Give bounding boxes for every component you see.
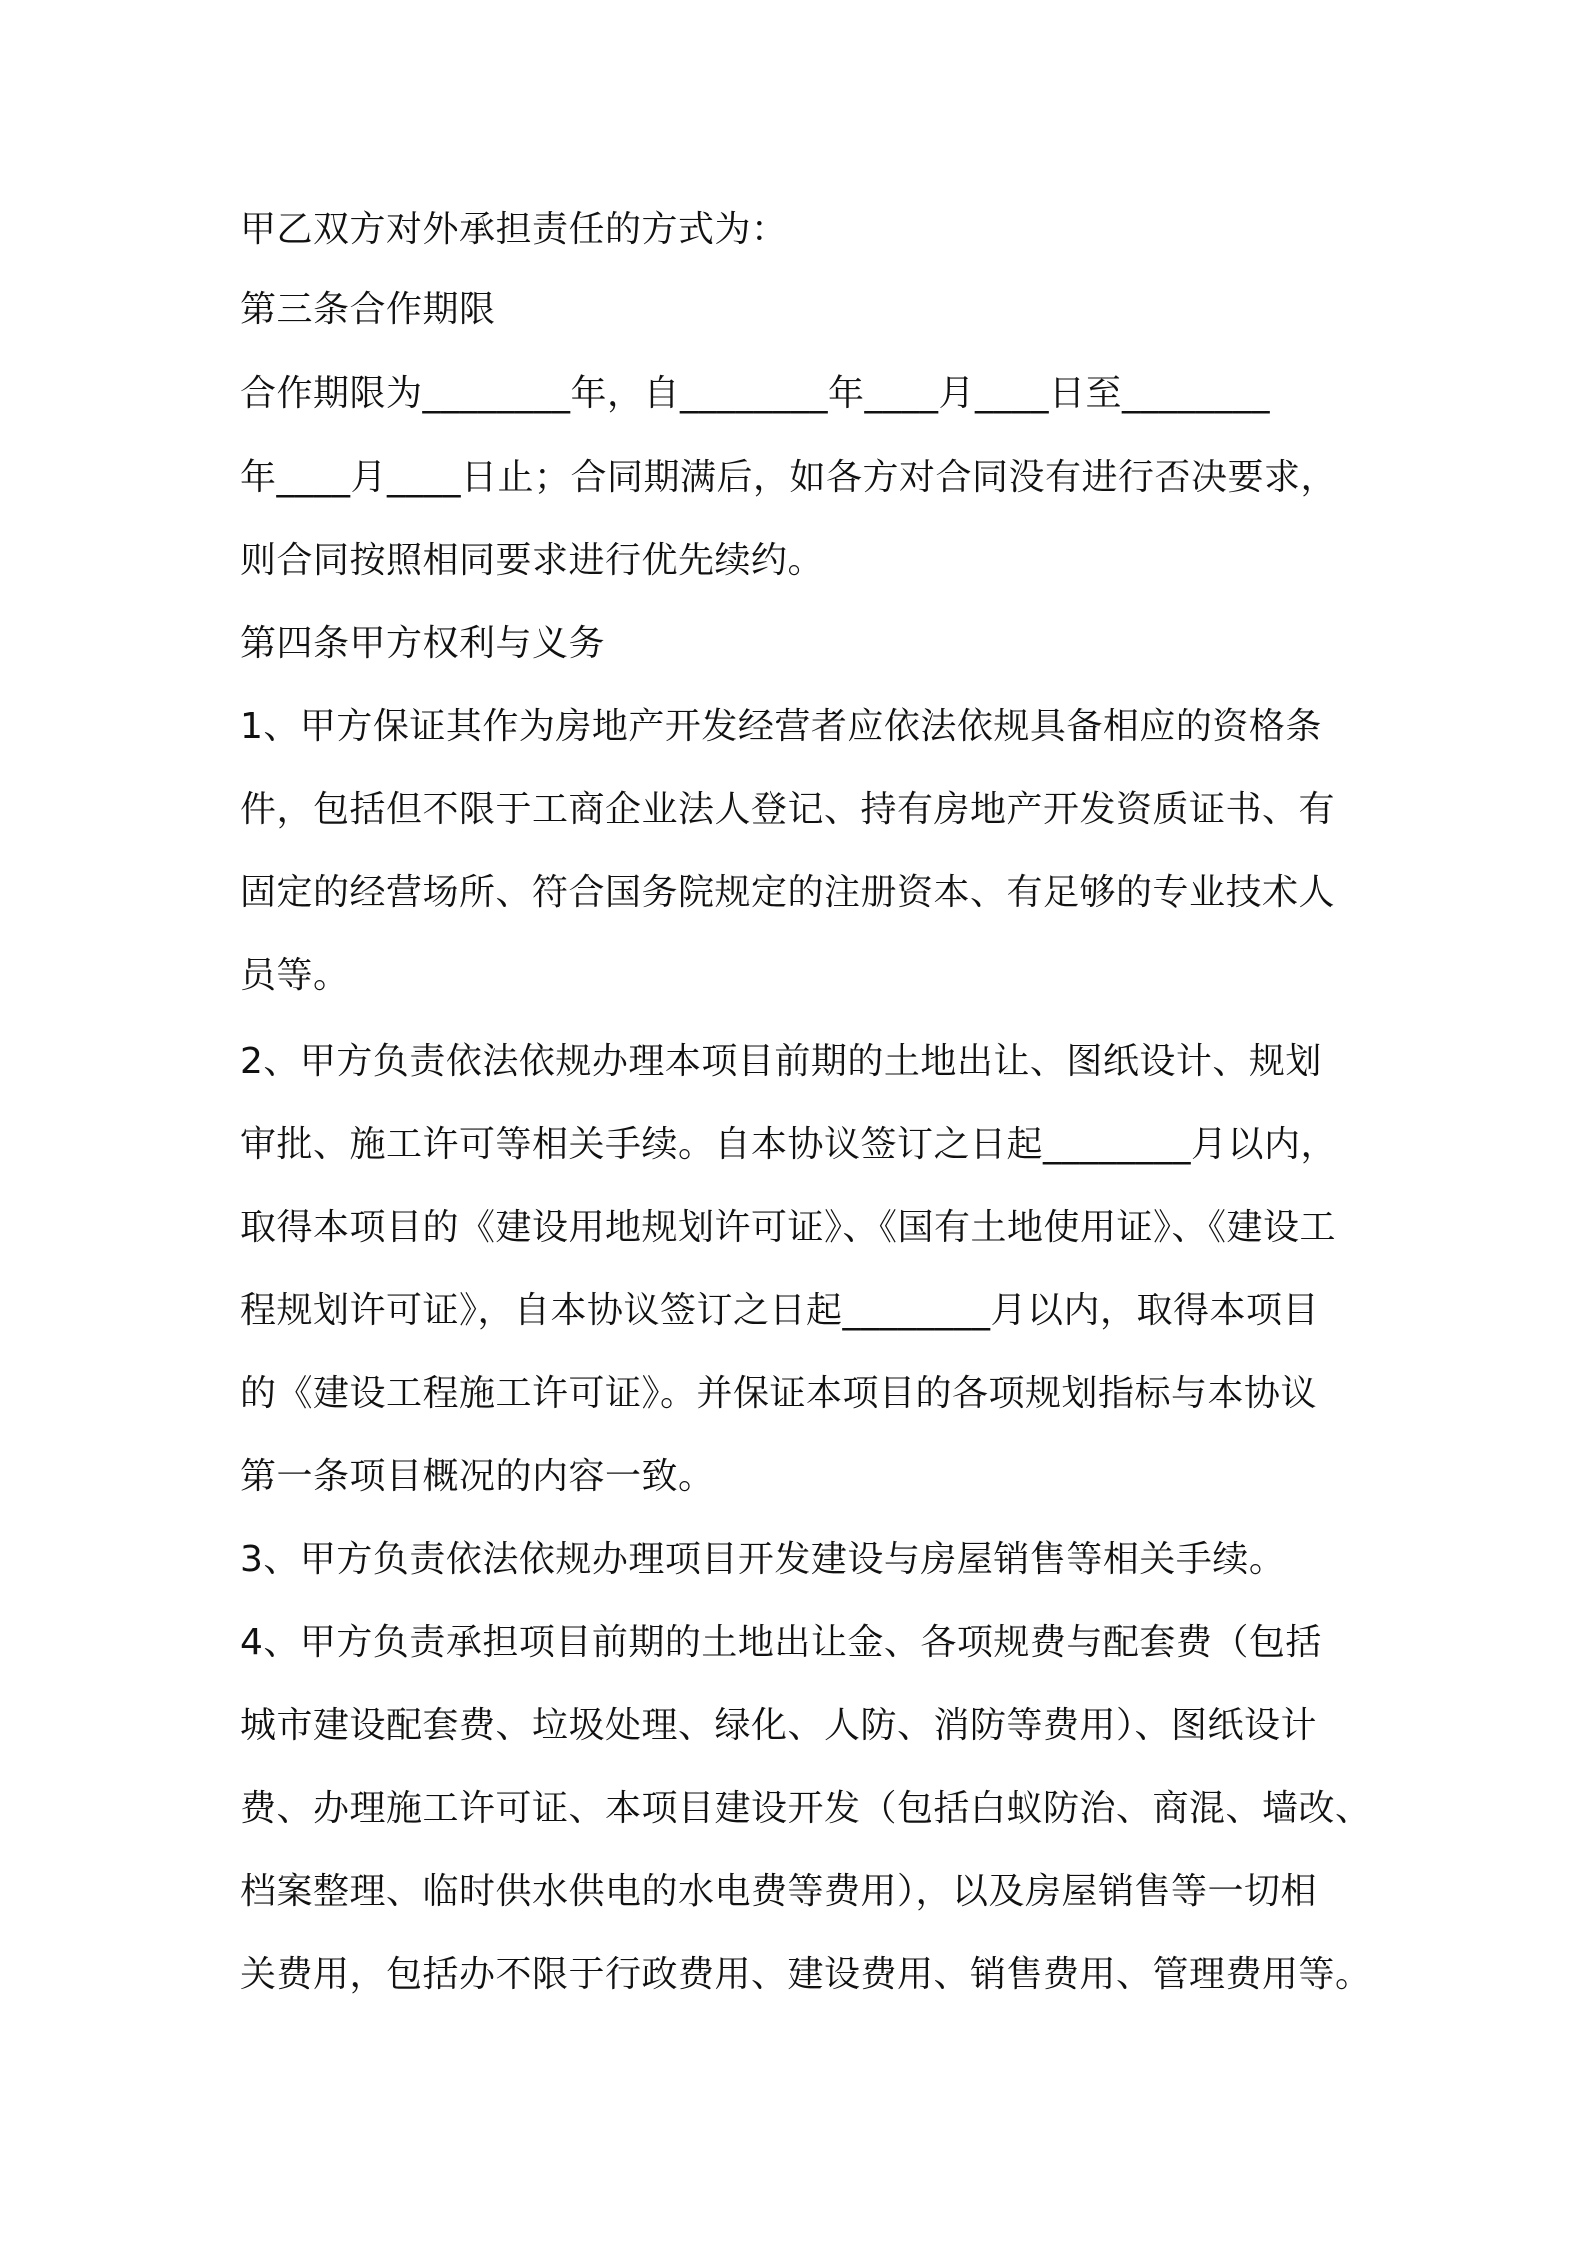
section-heading-3: 第三条合作期限 bbox=[240, 289, 496, 330]
text-line-17: 3、甲方负责依法依规办理项目开发建设与房屋销售等相关手续。 bbox=[240, 1539, 1286, 1580]
text-line-14: 程规划许可证》，自本协议签订之日起________月以内，取得本项目 bbox=[240, 1290, 1320, 1331]
text-line-7: 1、甲方保证其作为房地产开发经营者应依法依规具备相应的资格条 bbox=[240, 706, 1322, 747]
text-line-1: 甲乙双方对外承担责任的方式为： bbox=[240, 209, 788, 250]
text-line-15: 的《建设工程施工许可证》。并保证本项目的各项规划指标与本协议 bbox=[240, 1373, 1318, 1414]
text-line-11: 2、甲方负责依法依规办理本项目前期的土地出让、图纸设计、规划 bbox=[240, 1041, 1322, 1082]
text-line-13: 取得本项目的《建设用地规划许可证》、《国有土地使用证》、《建设工 bbox=[240, 1207, 1337, 1248]
section-heading-4: 第四条甲方权利与义务 bbox=[240, 623, 606, 664]
text-line-12: 审批、施工许可等相关手续。自本协议签订之日起________月以内， bbox=[240, 1124, 1338, 1165]
text-line-9: 固定的经营场所、符合国务院规定的注册资本、有足够的专业技术人 bbox=[240, 872, 1336, 913]
text-line-3: 合作期限为________年，自________年____月____日至________ bbox=[240, 373, 1271, 414]
text-line-8: 件，包括但不限于工商企业法人登记、持有房地产开发资质证书、有 bbox=[240, 789, 1336, 830]
text-line-22: 关费用，包括办不限于行政费用、建设费用、销售费用、管理费用等。 bbox=[240, 1954, 1372, 1995]
text-line-16: 第一条项目概况的内容一致。 bbox=[240, 1456, 715, 1497]
text-line-18: 4、甲方负责承担项目前期的土地出让金、各项规费与配套费（包括 bbox=[240, 1622, 1322, 1663]
text-line-5: 则合同按照相同要求进行优先续约。 bbox=[240, 540, 825, 581]
text-line-10: 员等。 bbox=[240, 955, 350, 996]
text-line-19: 城市建设配套费、垃圾处理、绿化、人防、消防等费用）、图纸设计 bbox=[240, 1705, 1318, 1746]
text-line-21: 档案整理、临时供水供电的水电费等费用），以及房屋销售等一切相 bbox=[240, 1871, 1318, 1912]
text-line-4: 年____月____日止；合同期满后，如各方对合同没有进行否决要求， bbox=[240, 457, 1338, 498]
text-line-20: 费、办理施工许可证、本项目建设开发（包括白蚁防治、商混、墙改、 bbox=[240, 1788, 1372, 1829]
